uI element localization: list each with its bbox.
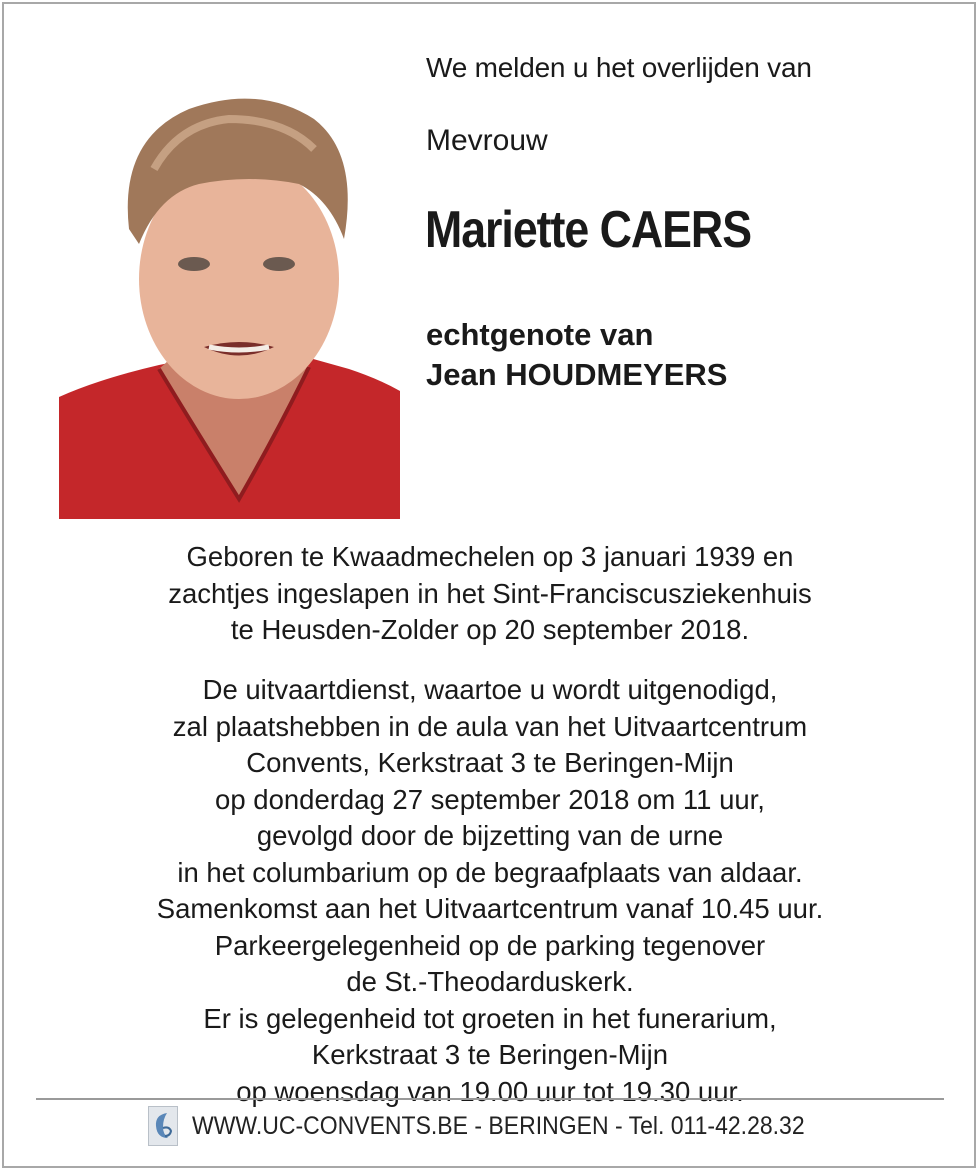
service-line: op donderdag 27 september 2018 om 11 uur, <box>215 783 765 815</box>
portrait-photo <box>59 79 400 519</box>
service-details <box>40 672 940 1110</box>
service-line: De uitvaartdienst, waartoe u wordt uitgenodigd, <box>202 674 778 705</box>
spouse-relation: echtgenote van <box>426 317 654 352</box>
spouse-info <box>426 315 727 395</box>
service-line: gevolgd door de bijzetting van de urne <box>256 820 724 851</box>
birth-line: te Heusden-Zolder op 20 september 2018. <box>230 614 750 645</box>
service-line: in het columbarium op de begraafplaats van aldaar. <box>177 856 803 888</box>
service-line: Samenkomst aan het Uitvaartcentrum vanaf 10.45 uur. <box>156 893 824 924</box>
contact-info: WWW.UC-CONVENTS.BE - BERINGEN - Tel. 011-42.28.32 <box>192 1111 805 1140</box>
service-line: Kerkstraat 3 te Beringen-Mijn <box>311 1039 669 1070</box>
spouse-name: Jean HOUDMEYERS <box>426 357 728 392</box>
birth-line: zachtjes ingeslapen in het Sint-Franciscusziekenhuis <box>168 577 812 609</box>
service-line: op woensdag van 19.00 uur tot 19.30 uur. <box>236 1075 744 1107</box>
service-line: de St.-Theodarduskerk. <box>346 966 634 997</box>
footer-divider <box>36 1098 944 1100</box>
service-line: Er is gelegenheid tot groeten in het funerarium, <box>203 1002 777 1034</box>
deceased-name: Mariette CAERS <box>425 201 752 259</box>
announcement-intro: We melden u het overlijden van <box>426 52 812 83</box>
honorific-title: Mevrouw <box>426 124 548 157</box>
service-line: zal plaatshebben in de aula van het Uitvaartcentrum <box>172 710 808 742</box>
service-line: Parkeergelegenheid op de parking tegenover <box>214 929 766 961</box>
service-line: Convents, Kerkstraat 3 te Beringen-Mijn <box>246 747 734 778</box>
birth-details <box>40 539 940 649</box>
footer <box>148 1106 858 1146</box>
birth-line: Geboren te Kwaadmechelen op 3 januari 1939 en <box>186 541 794 572</box>
funeral-home-logo-icon <box>148 1106 178 1146</box>
